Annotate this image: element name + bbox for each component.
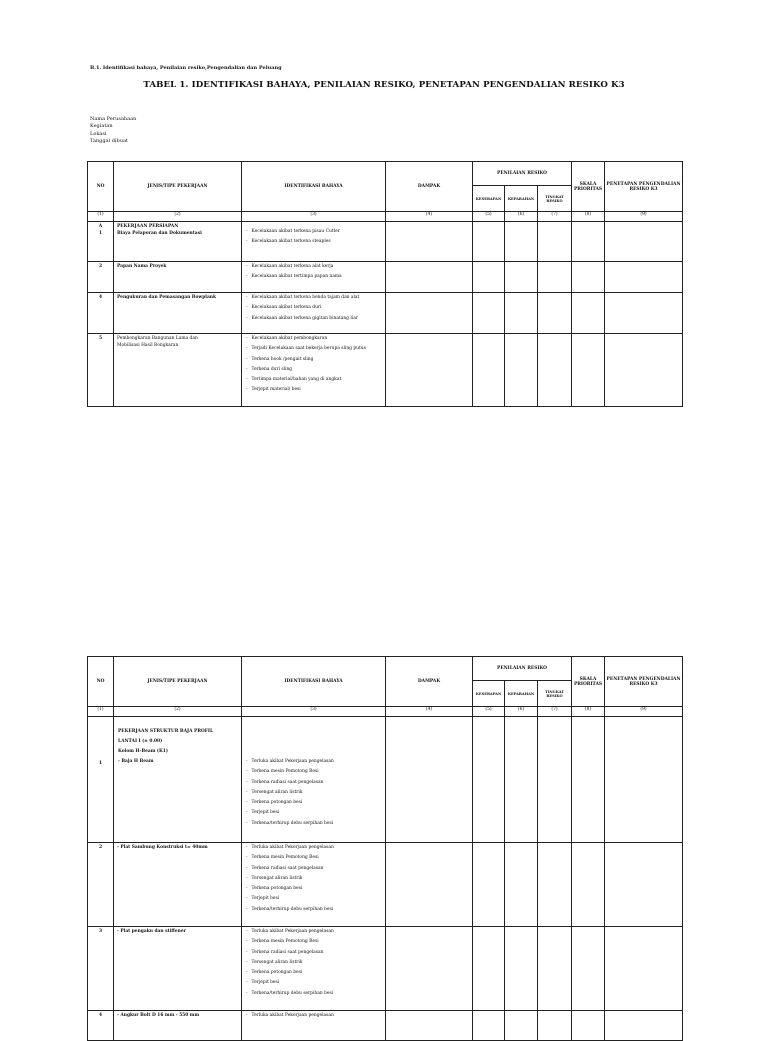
hazard-item: - Terkena mesin Pemotong Besi bbox=[246, 937, 385, 947]
hazard-item: - Kecelakaan akibat terkena alat kerja bbox=[246, 262, 385, 272]
hazard-item: - Terjepit besi bbox=[246, 808, 385, 818]
hazard-item: - Terluka akibat Pekerjaan pengelasan bbox=[246, 1011, 385, 1021]
hazard-item: - Terkena mesin Pemotong Besi bbox=[246, 853, 385, 863]
table-row: 1 PEKERJAAN STRUKTUR BAJA PROFIL LANTAI I (± 0.00) Kolom H-Beam (K1) - Baja H Beam - Terluka akibat Pekerjaan pengelasan - Terkena mesin Pemotong Besi - Terkena radiasi saat pengelasan - Tersengat aliran listrik - Terkena potongan besi - Terjepit besi - Terkena/terhirup debu serpihan besi bbox=[88, 717, 683, 843]
table-row: 2 Papan Nama Proyek - Kecelakaan akibat terkena alat kerja - Kecelakaan akibat tertimpa papan nama bbox=[88, 262, 683, 293]
col-skala: SKALA PRIORITAS bbox=[572, 162, 605, 212]
meta-company: Nama Perusahaan bbox=[90, 116, 137, 122]
col-no: NO bbox=[88, 657, 114, 707]
col-dampak: DAMPAK bbox=[386, 162, 473, 212]
hazard-item: - Kecelakaan akibat terkena duri bbox=[246, 303, 385, 313]
hazard-item: - Terkena hook /pengait sling bbox=[246, 355, 385, 365]
table-row: A 1 PEKERJAAN PERSIAPAN Biaya Pelaporan dan Dokumentasi - Kecelakaan akibat terkena pisau Cutter - Kecelakaan akibat terkena steaples bbox=[88, 222, 683, 262]
hazard-item: - Terjepit besi bbox=[246, 894, 385, 904]
hazard-item: - Kecelakaan akibat terkena benda tajam dan alat bbox=[246, 293, 385, 303]
col-penetapan: PENETAPAN PENGENDALIAN RESIKO K3 bbox=[605, 162, 683, 212]
hazard-item: - Terjepit material/ besi bbox=[246, 385, 385, 395]
table-row: 4 Pengukuran dan Pemasangan Bowplank - Kecelakaan akibat terkena benda tajam dan alat - Kecelakaan akibat terkena duri - Kecelakaan akibat terkena gigitan binatang liar bbox=[88, 293, 683, 334]
hazard-item: - Terluka akibat Pekerjaan pengelasan bbox=[246, 843, 385, 853]
col-skala: SKALA PRIORITAS bbox=[572, 657, 605, 707]
col-keparahan: KEPARAHAN bbox=[505, 681, 538, 707]
col-tingkat: TINGKAT RESIKO bbox=[538, 186, 572, 212]
table-title: TABEL 1. IDENTIFIKASI BAHAYA, PENILAIAN RESIKO, PENETAPAN PENGENDALIAN RESIKO K3 bbox=[143, 80, 625, 90]
hazard-item: - Terkena potongan besi bbox=[246, 968, 385, 978]
hazard-item: - Terkena mesin Pemotong Besi bbox=[246, 767, 385, 777]
risk-table-1 bbox=[87, 161, 683, 407]
hazard-item: - Terluka akibat Pekerjaan pengelasan bbox=[246, 757, 385, 767]
hazard-item: - Kecelakaan akibat terkena steaples bbox=[246, 237, 385, 247]
hazard-item: - Terkena radiasi saat pengelasan bbox=[246, 948, 385, 958]
hazard-item: - Tersengat aliran listrik bbox=[246, 874, 385, 884]
col-jenis: JENIS/TIPE PEKERJAAN bbox=[114, 162, 242, 212]
hazard-item: - Terkena/terhirup debu serpihan besi bbox=[246, 819, 385, 829]
col-penilaian: PENILAIAN RESIKO bbox=[473, 162, 572, 186]
table-row: 4 - Angkur Bolt D 16 mm - 550 mm - Terluka akibat Pekerjaan pengelasan bbox=[88, 1011, 683, 1041]
hazard-item: - Tersengat aliran listrik bbox=[246, 958, 385, 968]
col-keseringan: KESERAPAN bbox=[473, 681, 505, 707]
section-title: B.1. Identifikasi bahaya, Penilaian resiko,Pengendalian dan Peluang bbox=[90, 65, 282, 71]
hazard-item: - Terkena radiasi saat pengelasan bbox=[246, 864, 385, 874]
table-row: 5 Pembongkaran Bangunan Lama dan Mobilisasi Hasil Bongkaran - Kecelakaan akibat pembongkaran - Terjadi Kecelakaan saat bekerja berupa sling putus - Terkena hook /pengait sling - Terkena duri sling - Tertimpa material/bahan yang di angkat - Terjepit material/ besi bbox=[88, 334, 683, 407]
hazard-item: - Terjepit besi bbox=[246, 978, 385, 988]
hazard-item: - Terkena potongan besi bbox=[246, 884, 385, 894]
column-number-row: (1) (2) (3) (4) (5) (6) (7) (8) (9) bbox=[88, 212, 683, 222]
hazard-item: - Terkena/terhirup debu serpihan besi bbox=[246, 905, 385, 915]
risk-table-2 bbox=[87, 656, 683, 1041]
hazard-item: - Terkena radiasi saat pengelasan bbox=[246, 778, 385, 788]
col-dampak: DAMPAK bbox=[386, 657, 473, 707]
col-penilaian: PENILAIAN RESIKO bbox=[473, 657, 572, 681]
table-row: 3 - Plat pengaku dan stiffener - Terluka akibat Pekerjaan pengelasan - Terkena mesin Pemotong Besi - Terkena radiasi saat pengelasan - Tersengat aliran listrik - Terkena potongan besi - Terjepit besi - Terkena/terhirup debu serpihan besi bbox=[88, 927, 683, 1011]
hazard-item: - Kecelakaan akibat terkena gigitan binatang liar bbox=[246, 314, 385, 324]
hazard-item: - Kecelakaan akibat terkena pisau Cutter bbox=[246, 227, 385, 237]
meta-date: Tanggal dibuat bbox=[90, 137, 128, 144]
column-number-row: (1) (2) (3) (4) (5) (6) (7) (8) (9) bbox=[88, 707, 683, 717]
col-jenis: JENIS/TIPE PEKERJAAN bbox=[114, 657, 242, 707]
col-identifikasi: IDENTIFIKASI BAHAYA bbox=[242, 162, 386, 212]
hazard-item: - Kecelakaan akibat tertimpa papan nama bbox=[246, 272, 385, 282]
meta-block bbox=[90, 116, 136, 145]
hazard-item: - Terkena duri sling bbox=[246, 365, 385, 375]
hazard-item: - Tertimpa material/bahan yang di angkat bbox=[246, 375, 385, 385]
col-keseringan: KESERAPAN bbox=[473, 186, 505, 212]
hazard-item: - Terkena potongan besi bbox=[246, 798, 385, 808]
col-identifikasi: IDENTIFIKASI BAHAYA bbox=[242, 657, 386, 707]
table-row: 2 - Plat Sambung Konstruksi t= 40mm - Terluka akibat Pekerjaan pengelasan - Terkena mesin Pemotong Besi - Terkena radiasi saat pengelasan - Tersengat aliran listrik - Terkena potongan besi - Terjepit besi - Terkena/terhirup debu serpihan besi bbox=[88, 843, 683, 927]
hazard-item: - Terkena/terhirup debu serpihan besi bbox=[246, 989, 385, 999]
col-tingkat: TINGKAT RESIKO bbox=[538, 681, 572, 707]
col-keparahan: KEPARAHAN bbox=[505, 186, 538, 212]
hazard-item: - Terjadi Kecelakaan saat bekerja berupa sling putus bbox=[246, 344, 385, 354]
hazard-item: - Kecelakaan akibat pembongkaran bbox=[246, 334, 385, 344]
col-no: NO bbox=[88, 162, 114, 212]
hazard-item: - Terluka akibat Pekerjaan pengelasan bbox=[246, 927, 385, 937]
hazard-item: - Tersengat aliran listrik bbox=[246, 788, 385, 798]
col-penetapan: PENETAPAN PENGENDALIAN RESIKO K3 bbox=[605, 657, 683, 707]
meta-activity: Kegiatan bbox=[90, 123, 113, 130]
meta-location: Lokasi bbox=[90, 130, 107, 137]
